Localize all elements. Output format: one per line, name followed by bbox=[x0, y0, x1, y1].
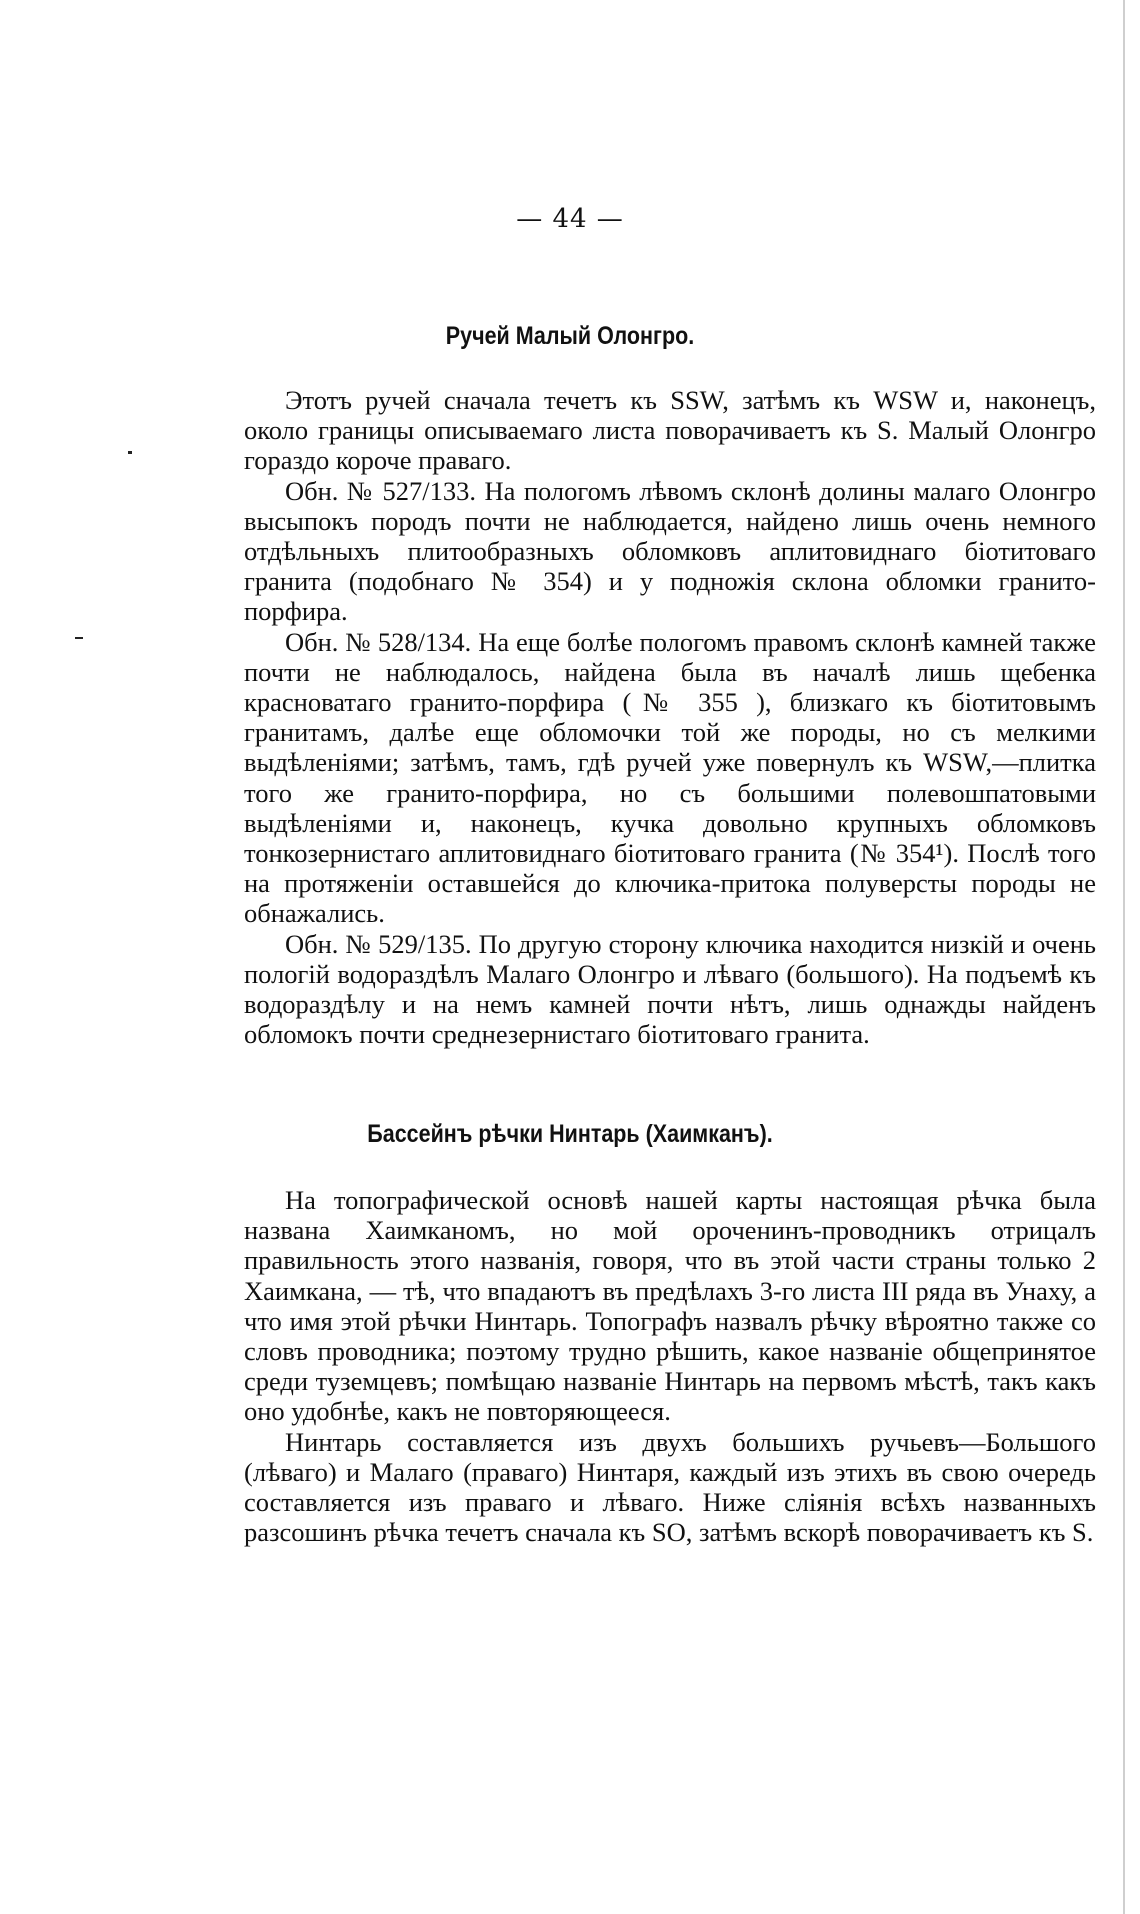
page-edge-line bbox=[1123, 0, 1125, 1914]
paragraph: Обн. № 529/135. По другую сторону ключика находится низкій и очень пологій водораздѣлъ Малаго Олонгро и лѣваго (большого). На подъемѣ къ водораздѣлу и на немъ камней почти нѣтъ, лишь однажды найденъ обломокъ почти среднезернистаго біотитоваго гранита. bbox=[244, 928, 1096, 1050]
section-body bbox=[244, 1185, 1096, 1547]
paragraph: Нинтарь составляется изъ двухъ большихъ ручьевъ—Большого (лѣваго) и Малаго (праваго) Нинтаря, каждый изъ этихъ въ свою очередь составляется изъ праваго и лѣваго. Ниже сліянія всѣхъ названныхъ разсошинъ рѣчка течетъ сначала къ SO, затѣмъ вскорѣ поворачиваетъ къ S. bbox=[244, 1426, 1096, 1548]
paragraph: На топографической основѣ нашей карты настоящая рѣчка была названа Хаимканомъ, но мой ороченинъ-проводникъ отрицалъ правильность этого названія, говоря, что въ этой части страны только 2 Хаимкана, — тѣ, что впадаютъ въ предѣлахъ 3-го листа III ряда въ Унаху, а что имя этой рѣчки Нинтарь. Топографъ назвалъ рѣчку вѣроятно также со словъ проводника; поэтому трудно рѣшить, какое названіе общепринятое среди туземцевъ; помѣщаю названіе Нинтарь на первомъ мѣстѣ, такъ какъ оно удобнѣе, какъ не повторяющееся. bbox=[244, 1185, 1096, 1427]
paragraph: Обн. № 527/133. На пологомъ лѣвомъ склонѣ долины малаго Олонгро высыпокъ породъ почти не наблюдается, найдено лишь очень немного отдѣльныхъ плитообразныхъ обломковъ аплитовиднаго біотитоваго гранита (подобнаго № 354) и у подножія склона обломки гранито-порфира. bbox=[244, 475, 1096, 627]
section-body bbox=[244, 385, 1096, 1049]
margin-speck bbox=[75, 637, 83, 639]
paragraph: Этотъ ручей сначала течетъ къ SSW, затѣмъ къ WSW и, наконецъ, около границы описываемаго листа поворачиваетъ къ S. Малый Олонгро гораздо короче праваго. bbox=[244, 385, 1096, 476]
margin-speck bbox=[128, 451, 132, 454]
section-heading: Бассейнъ рѣчки Нинтарь (Хаимканъ). bbox=[367, 1120, 773, 1148]
page-number: — 44 — bbox=[516, 204, 624, 234]
paragraph: Обн. № 528/134. На еще болѣе пологомъ правомъ склонѣ камней также почти не наблюдалось, найдена была въ началѣ лишь щебенка красноватаго гранито-порфира (№ 355 ), близкаго къ біотитовымъ гранитамъ, далѣе еще обломочки той же породы, но съ мелкими выдѣленіями; затѣмъ, тамъ, гдѣ ручей уже повернулъ къ WSW,—плитка того же гранито-порфира, но съ большими полевошпатовыми выдѣленіями и, наконецъ, кучка довольно крупныхъ обломковъ тонкозернистаго аплитовиднаго біотитоваго гранита (№ 354¹). Послѣ того на протяженіи оставшейся до ключика-притока полуверсты породы не обнажались. bbox=[244, 626, 1096, 929]
section-heading: Ручей Малый Олонгро. bbox=[445, 322, 695, 350]
